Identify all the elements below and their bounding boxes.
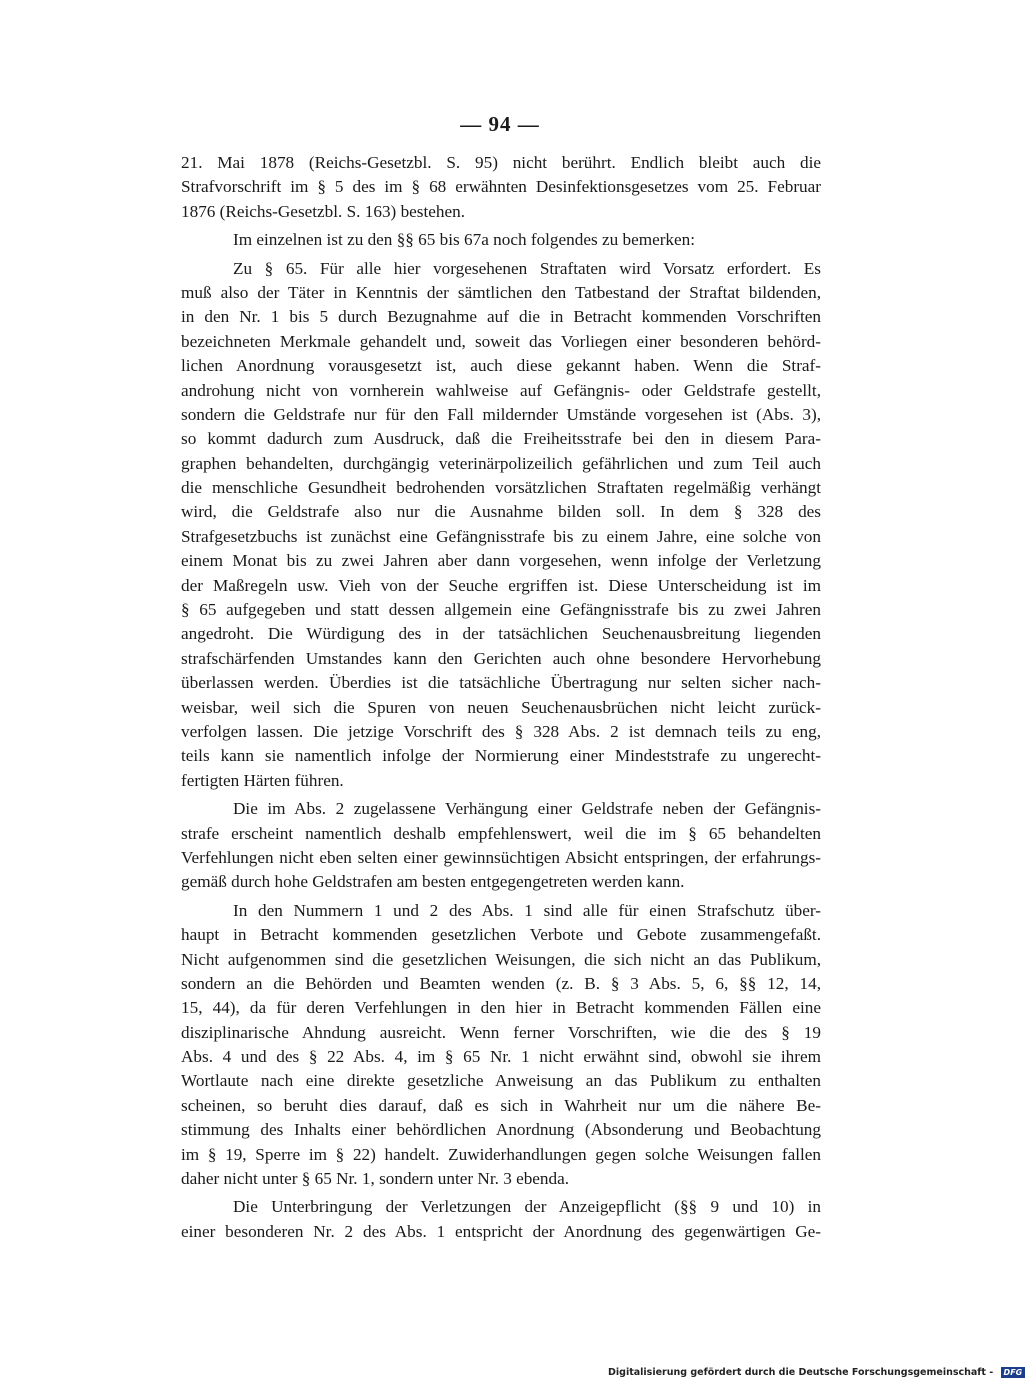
text-line: so kommt dadurch zum Ausdruck, daß die Freiheitsstrafe bei den in diesem Para- bbox=[181, 429, 821, 449]
text-line: strafschärfenden Umstandes kann den Gerichten auch ohne besondere Hervorhebung bbox=[181, 648, 821, 668]
text-line: teils kann sie namentlich infolge der Normierung einer Mindeststrafe zu ungerecht- bbox=[181, 746, 821, 766]
text-line: Nicht aufgenommen sind die gesetzlichen Weisungen, die sich nicht an das Publikum, bbox=[181, 949, 821, 969]
text-line: gemäß durch hohe Geldstrafen am besten entgegengetreten werden kann. bbox=[181, 872, 685, 892]
document-body bbox=[181, 151, 821, 1244]
text-line: strafe erscheint namentlich deshalb empfehlenswert, weil die im § 65 behandelten bbox=[181, 823, 821, 843]
paragraph bbox=[181, 151, 821, 224]
text-line: androhung nicht von vornherein wahlweise auf Gefängnis- oder Geldstrafe gestellt, bbox=[181, 380, 821, 400]
text-line: lichen Anordnung vorausgesetzt ist, auch diese gekannt haben. Wenn die Straf- bbox=[181, 356, 821, 376]
dfg-logo: DFG bbox=[1001, 1367, 1025, 1378]
text-line: Die Unterbringung der Verletzungen der Anzeigepflicht (§§ 9 und 10) in bbox=[233, 1197, 821, 1217]
text-line: Strafvorschrift im § 5 des im § 68 erwähnten Desinfektionsgesetzes vom 25. Februar bbox=[181, 177, 821, 197]
text-line: sondern an die Behörden und Beamten wenden (z. B. § 3 Abs. 5, 6, §§ 12, 14, bbox=[181, 973, 821, 993]
text-line: weisbar, weil sich die Spuren von neuen Seuchenausbrüchen nicht leicht zurück- bbox=[181, 697, 821, 717]
text-line: graphen behandelten, durchgängig veterinärpolizeilich gefährlichen und zum Teil auch bbox=[181, 453, 821, 473]
text-line: 21. Mai 1878 (Reichs-Gesetzbl. S. 95) nicht berührt. Endlich bleibt auch die bbox=[181, 153, 821, 172]
text-line: einem Monat bis zu zwei Jahren aber dann vorgesehen, wenn infolge der Verletzung bbox=[181, 551, 821, 571]
text-line: daher nicht unter § 65 Nr. 1, sondern unter Nr. 3 ebenda. bbox=[181, 1169, 570, 1189]
text-line: bezeichneten Merkmale gehandelt und, soweit das Vorliegen einer besonderen behörd- bbox=[181, 331, 821, 351]
text-line: im § 19, Sperre im § 22) handelt. Zuwiderhandlungen gegen solche Weisungen fallen bbox=[181, 1144, 821, 1164]
text-line: § 65 aufgegeben und statt dessen allgemein eine Gefängnisstrafe bis zu zwei Jahren bbox=[181, 600, 821, 620]
text-line: scheinen, so beruht dies darauf, daß es sich in Wahrheit nur um die nähere Be- bbox=[181, 1095, 821, 1115]
paragraph bbox=[181, 228, 821, 252]
text-line: Wortlaute nach eine direkte gesetzliche Anweisung an das Publikum zu enthalten bbox=[181, 1071, 821, 1091]
text-line: Im einzelnen ist zu den §§ 65 bis 67a noch folgendes zu bemerken: bbox=[233, 230, 696, 250]
text-line: Verfehlungen nicht eben selten einer gewinnsüchtigen Absicht entspringen, der erfahrungs- bbox=[181, 847, 821, 867]
text-line: Die im Abs. 2 zugelassene Verhängung einer Geldstrafe neben der Gefängnis- bbox=[233, 799, 821, 819]
footer-text: Digitalisierung gefördert durch die Deutsche Forschungsgemeinschaft - bbox=[608, 1367, 994, 1378]
text-line: disziplinarische Ahndung ausreicht. Wenn ferner Vorschriften, wie die des § 19 bbox=[181, 1022, 821, 1042]
text-line: fertigten Härten führen. bbox=[181, 770, 344, 790]
text-line: 15, 44), da für deren Verfehlungen in den hier in Betracht kommenden Fällen eine bbox=[181, 998, 821, 1018]
text-line: Strafgesetzbuchs ist zunächst eine Gefängnisstrafe bis zu einem Jahre, eine solche von bbox=[181, 526, 821, 546]
paragraph bbox=[181, 1195, 821, 1244]
page-number: — 94 — bbox=[460, 112, 540, 136]
text-line: der Maßregeln usw. Vieh von der Seuche ergriffen ist. Diese Unterscheidung ist im bbox=[181, 575, 821, 595]
text-line: angedroht. Die Würdigung des in der tatsächlichen Seuchenausbreitung liegenden bbox=[181, 624, 821, 644]
text-line: Abs. 4 und des § 22 Abs. 4, im § 65 Nr. 1 nicht erwähnt sind, obwohl sie ihrem bbox=[181, 1047, 821, 1067]
text-line: stimmung des Inhalts einer behördlichen Anordnung (Absonderung und Beobachtung bbox=[181, 1120, 821, 1140]
text-line: In den Nummern 1 und 2 des Abs. 1 sind alle für einen Strafschutz über- bbox=[233, 900, 821, 920]
text-line: einer besonderen Nr. 2 des Abs. 1 entspricht der Anordnung des gegenwärtigen Ge- bbox=[181, 1221, 821, 1241]
text-line: haupt in Betracht kommenden gesetzlichen Verbote und Gebote zusammengefaßt. bbox=[181, 925, 821, 945]
paragraph bbox=[181, 899, 821, 1192]
text-line: sondern die Geldstrafe nur für den Fall mildernder Umstände vorgesehen ist (Abs. 3), bbox=[181, 404, 821, 424]
text-line: überlassen werden. Überdies ist die tatsächliche Übertragung nur selten sicher nach- bbox=[181, 673, 821, 693]
text-line: wird, die Geldstrafe also nur die Ausnahme bilden soll. In dem § 328 des bbox=[181, 502, 821, 522]
text-line: muß also der Täter in Kenntnis der sämtlichen den Tatbestand der Straftat bildenden, bbox=[181, 282, 821, 302]
text-line: in den Nr. 1 bis 5 durch Bezugnahme auf die in Betracht kommenden Vorschriften bbox=[181, 307, 821, 327]
text-line: die menschliche Gesundheit bedrohenden vorsätzlichen Straftaten regelmäßig verhängt bbox=[181, 478, 821, 498]
paragraph bbox=[181, 797, 821, 895]
text-line: verfolgen lassen. Die jetzige Vorschrift des § 328 Abs. 2 ist demnach teils zu eng, bbox=[181, 721, 821, 741]
text-line: 1876 (Reichs-Gesetzbl. S. 163) bestehen. bbox=[181, 201, 466, 221]
paragraph bbox=[181, 257, 821, 794]
text-line: Zu § 65. Für alle hier vorgesehenen Straftaten wird Vorsatz erfordert. Es bbox=[233, 258, 821, 278]
digitization-footer bbox=[608, 1367, 1025, 1378]
